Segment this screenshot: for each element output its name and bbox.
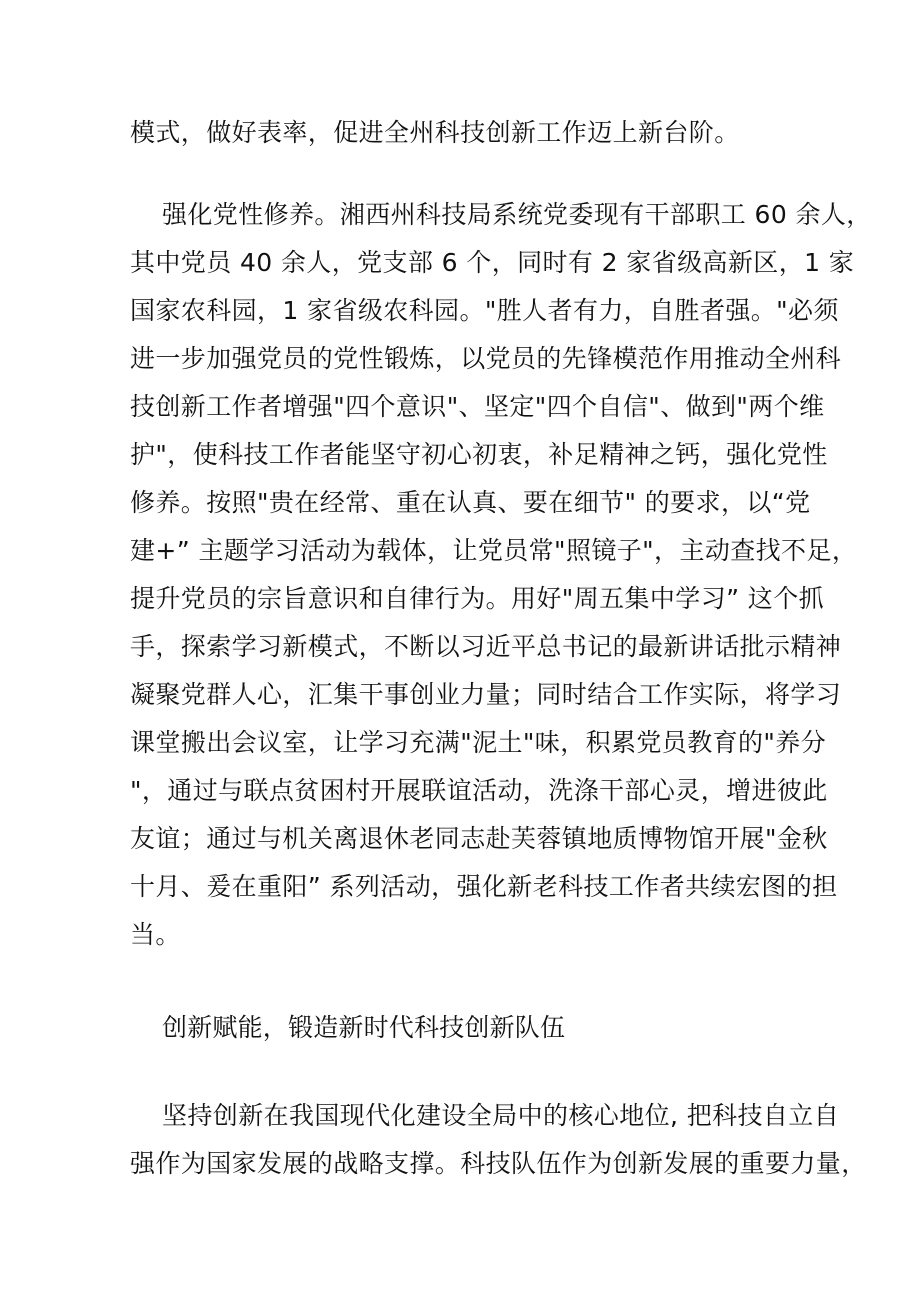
paragraph-line: 凝聚党群人心，汇集干事创业力量；同时结合工作实际，将学习 [130,680,842,709]
paragraph-line: 手，探索学习新模式，不断以习近平总书记的最新讲话批示精神 [130,632,842,661]
paragraph-line: 技创新工作者增强"四个意识"、坚定"四个自信"、做到"两个维 [130,392,825,421]
paragraph-line: 国家农科园，1 家省级农科园。"胜人者有力，自胜者强。"必须 [130,296,839,325]
paragraph-line: "，通过与联点贫困村开展联谊活动，洗涤干部心灵，增进彼此 [130,776,828,805]
paragraph-line: 当。 [130,920,181,949]
paragraph-line: 强化党性修养。湘西州科技局系统党委现有干部职工 60 余人， [162,200,872,229]
paragraph-line: 十月、爰在重阳” 系列活动，强化新老科技工作者共续宏图的担 [130,872,838,901]
paragraph-line: 模式，做好表率，促进全州科技创新工作迈上新台阶。 [130,118,740,147]
paragraph-line: 坚持创新在我国现代化建设全局中的核心地位, 把科技自立自 [162,1101,840,1130]
paragraph-line: 课堂搬出会议室，让学习充满"泥土"味，积累党员教育的"养分 [130,728,827,757]
paragraph-line: 其中党员 40 余人，党支部 6 个，同时有 2 家省级高新区，1 家 [130,248,855,277]
paragraph-line: 进一步加强党员的党性锻炼，以党员的先锋模范作用推动全州科 [130,344,842,373]
paragraph-line: 护"，使科技工作者能坚守初心初衷，补足精神之钙，强化党性 [130,440,828,469]
section-heading: 创新赋能，锻造新时代科技创新队伍 [162,1013,566,1042]
paragraph-line: 建+” 主题学习活动为载体，让党员常"照镜子"，主动查找不足， [130,536,858,565]
paragraph-line: 友谊；通过与机关离退休老同志赴芙蓉镇地质博物馆开展"金秋 [130,824,828,853]
paragraph-line: 提升党员的宗旨意识和自律行为。用好"周五集中学习” 这个抓 [130,584,824,613]
paragraph-line: 强作为国家发展的战略支撑。科技队伍作为创新发展的重要力量， [130,1149,867,1178]
paragraph-line: 修养。按照"贵在经常、重在认真、要在细节" 的要求，以“党 [130,488,811,517]
